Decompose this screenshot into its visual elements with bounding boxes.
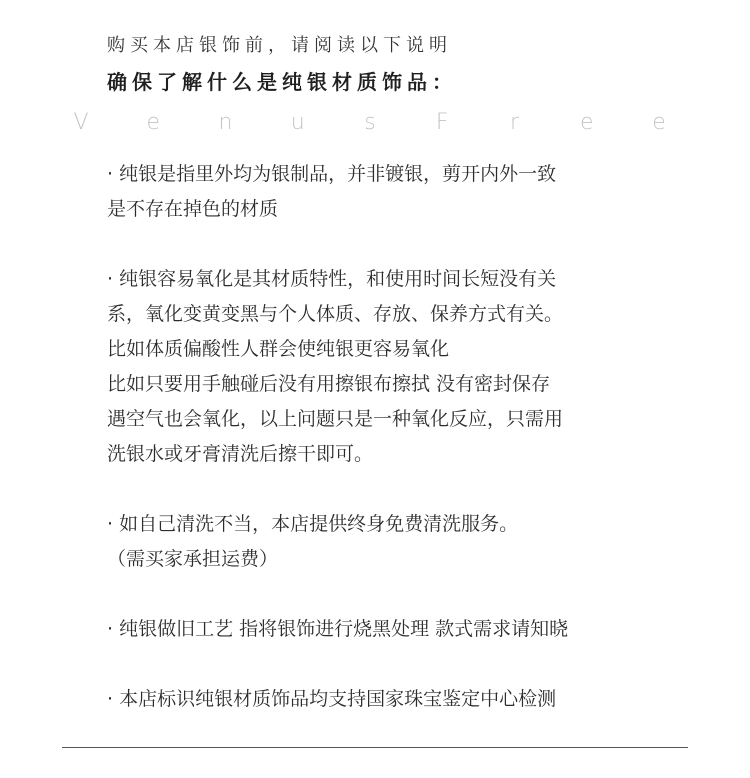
watermark-letter: e [579, 110, 594, 135]
notice-heading: 购买本店银饰前，请阅读以下说明 [107, 35, 452, 56]
watermark-letter: r [509, 110, 520, 135]
paragraph-line: · 本店标识纯银材质饰品均支持国家珠宝鉴定中心检测 [107, 688, 557, 710]
watermark-letter: F [435, 110, 449, 135]
brand-watermark [70, 110, 670, 135]
watermark-letter: n [218, 110, 233, 135]
paragraph-line: 洗银水或牙膏清洗后擦干即可。 [107, 443, 374, 465]
section-oxidation-note [107, 262, 563, 472]
paragraph-line: · 如自己清洗不当，本店提供终身免费清洗服务。 [107, 513, 519, 535]
paragraph-line: · 纯银容易氧化是其材质特性，和使用时间长短没有关 [107, 268, 557, 290]
paragraph-line: 系，氧化变黄变黑与个人体质、存放、保养方式有关。 [107, 303, 564, 325]
footer-divider [62, 747, 688, 748]
watermark-letter: e [146, 110, 161, 135]
watermark-letter: s [364, 110, 376, 135]
paragraph-line: · 纯银做旧工艺 指将银饰进行烧黑处理 款式需求请知晓 [107, 618, 569, 640]
section-antique-finish [107, 612, 568, 647]
paragraph-line: （需买家承担运费） [107, 548, 279, 570]
section-certification [107, 682, 556, 717]
paragraph-line: 是不存在掉色的材质 [107, 198, 279, 220]
paragraph-line: 遇空气也会氧化，以上问题只是一种氧化反应，只需用 [107, 408, 564, 430]
notice-subheading: 确保了解什么是纯银材质饰品： [107, 70, 457, 94]
section-cleaning-service [107, 507, 518, 577]
watermark-letter: V [73, 110, 89, 135]
watermark-letter: e [652, 110, 666, 135]
watermark-letter: u [290, 110, 305, 135]
paragraph-line: · 纯银是指里外均为银制品，并非镀银，剪开内外一致 [107, 163, 557, 185]
paragraph-line: 比如体质偏酸性人群会使纯银更容易氧化 [107, 338, 450, 360]
paragraph-line: 比如只要用手触碰后没有用擦银布擦拭 没有密封保存 [107, 373, 551, 395]
section-pure-silver-definition [107, 157, 556, 227]
